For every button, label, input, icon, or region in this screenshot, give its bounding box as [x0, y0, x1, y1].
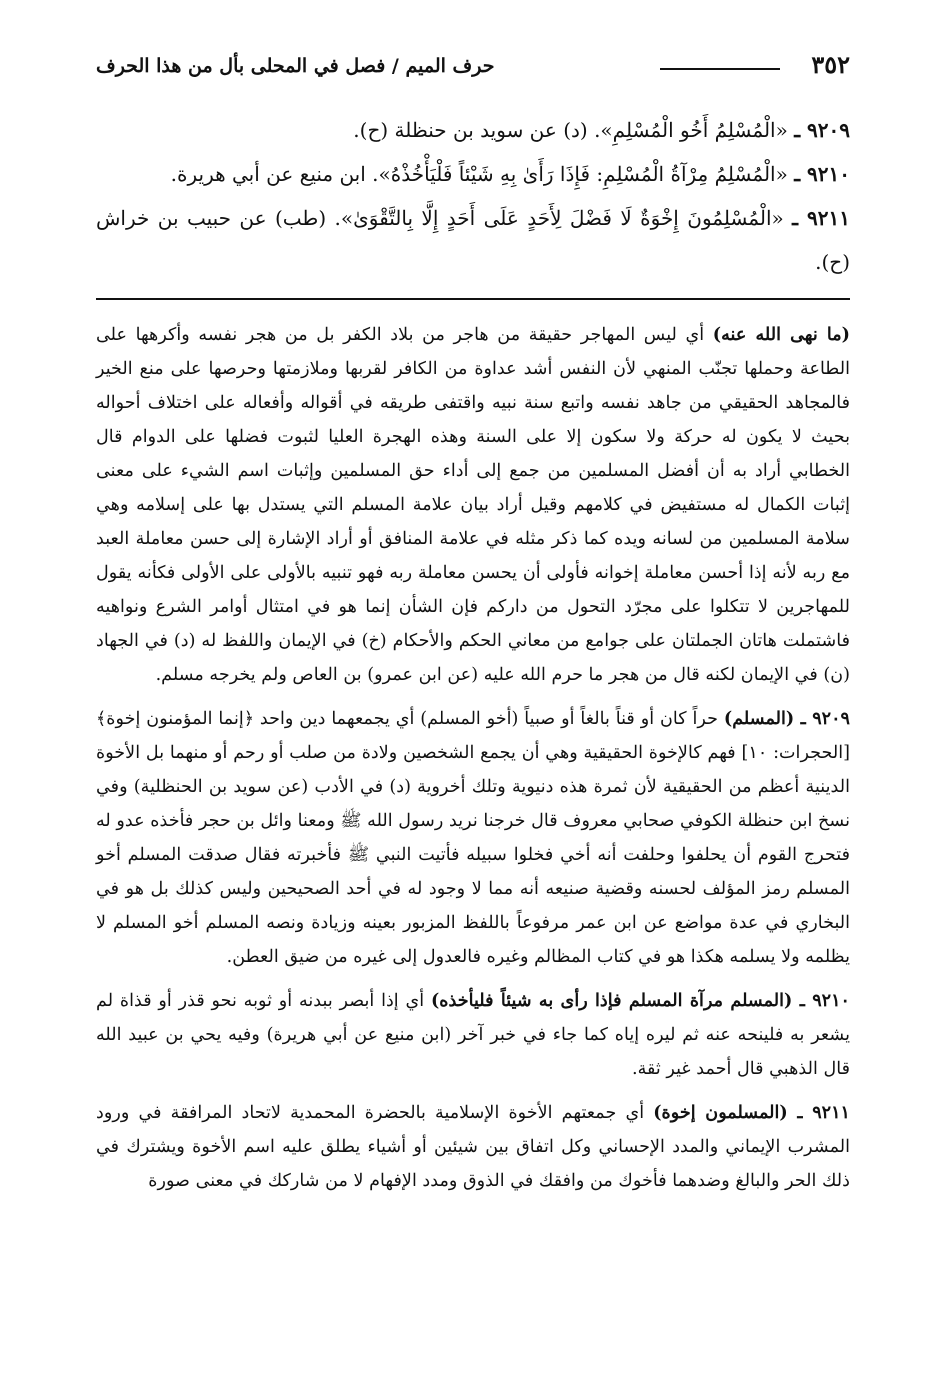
hadith-9210 — [96, 152, 850, 196]
hadith-number: ٩٢١٠ ـ — [794, 162, 850, 186]
section-divider — [96, 298, 850, 300]
commentary-text: حراً كان أو قناً بالغاً أو صبياً (أخو المسلم) أي يجمعهما دين واحد ﴿إنما المؤمنون إخوة﴾ [الحجرات: ١٠] فهم كالإخوة الحقيقية وهي أن يجمع الشخصين ولادة من صلب أو رحم أو منهما بل الأخوة الدينية أعظم من الحقيقية لأن ثمرة هذه دنيوية وتلك أخروية (د) في الأدب (عن سويد بن الحنظلية) وفي نسخ ابن حنظلة الكوفي صحابي معروف قال خرجنا نريد رسول الله ﷺ ومعنا وائل بن حجر فأخذه عدو له فتحرج القوم أن يحلفوا وحلفت أنه أخي فخلوا سبيله فأتيت النبي ﷺ فأخبرته فقال صدقت المسلم أخو المسلم رمز المؤلف لحسنه وقضية صنيعه أنه مما لا وجود له في أحد الصحيحين وليس كذلك بل هو في البخاري في عدة مواضع عن ابن عمر مرفوعاً باللفظ المزبور بعينه وزيادة ونصه المسلم أخو المسلم لا يظلمه ولا يسلمه هكذا هو في كتاب المظالم وغيره فالعدول إلى غيره من ضيق العطن. — [96, 709, 850, 967]
commentary-paragraph — [96, 702, 850, 974]
hadith-9211 — [96, 196, 850, 284]
commentary-section — [96, 318, 850, 1208]
page-header — [96, 46, 850, 82]
commentary-text: أي ليس المهاجر حقيقة من هاجر من بلاد الكفر بل من هجر نفسه وأكرهها على الطاعة وحملها تجنّب المنهي لأن النفس أشد عداوة من الكافر لقربها وملازمتها وحرصها على منع الخير فالمجاهد الحقيقي من جاهد نفسه واتبع سنة نبيه واقتفى طريقه في أقواله وأفعاله على اختلاف أحواله بحيث لا يكون له حركة ولا سكون إلا على السنة وهذه الهجرة العليا لثبوت فضلها على الدوام قال الخطابي أراد به أن أفضل المسلمين من جمع إلى أداء حق المسلمين وإثبات اسم الشيء على معنى إثبات الكمال له مستفيض في كلامهم وقيل أراد بيان علامة المسلم التي يستدل بها على إسلامه وهي سلامة المسلمين من لسانه ويده كما ذكر مثله في علامة المنافق أو أراد الإشارة إلى حسن معاملة العبد مع ربه لأنه إذا أحسن معاملة إخوانه فأولى أن يحسن معاملة ربه فهو تنبيه بالأولى على الأولى فكأنه يقول للمهاجرين لا تتكلوا على مجرّد التحول من داركم فإن الشأن إنما هو في امتثال أوامر الشرع ونواهيه فاشتملت هاتان الجملتان على جوامع من معاني الحكم والأحكام (خ) في الإيمان واللفظ له (د) في الجهاد (ن) في الإيمان لكنه قال من هجر ما حرم الله عليه (عن ابن عمرو) بن العاص ولم يخرجه مسلم. — [96, 325, 850, 685]
commentary-text: أي جمعتهم الأخوة الإسلامية بالحضرة المحمدية لاتحاد المرافقة في ورود المشرب الإيماني والمدد الإحساني وكل اتفاق بين شيئين أو أشياء يطلق عليه اسم الأخوة ويشترك في ذلك الحر والبالغ وضدهما فأخوك من وافقك في الذوق ومدد الإفهام لا من شاركك في معنى صورة — [96, 1103, 850, 1191]
running-title: حرف الميم / فصل في المحلى بأل من هذا الحرف — [96, 55, 495, 77]
hadith-text: «الْمُسْلِمُونَ إِخْوَةٌ لَا فَضْلَ لِأَحَدٍ عَلَى أَحَدٍ إِلَّا بِالتَّقْوَىٰ». (طب) عن حبيب بن خراش (ح). — [96, 206, 850, 274]
commentary-lead: ٩٢٠٩ ـ (المسلم) — [723, 708, 850, 729]
hadith-number: ٩٢١١ ـ — [792, 206, 851, 230]
hadith-text: «الْمُسْلِمُ أَخُو الْمُسْلِمِ». (د) عن سويد بن حنظلة (ح). — [353, 118, 788, 142]
commentary-paragraph — [96, 318, 850, 692]
hadith-number: ٩٢٠٩ ـ — [794, 118, 850, 142]
hadith-text: «الْمُسْلِمُ مِرْآةُ الْمُسْلِمِ: فَإِذَا رَأَىٰ بِهِ شَيْئاً فَلْيَأْخُذْهُ». ابن منيع عن أبي هريرة. — [170, 162, 788, 186]
commentary-text: أي إذا أبصر ببدنه أو ثوبه نحو قذر أو قذاة لم يشعر به فلينحه عنه ثم ليره إياه كما جاء في خبر آخر (ابن منيع عن أبي هريرة) وفيه يحي بن عبيد الله قال الذهبي قال أحمد غير ثقة. — [96, 991, 850, 1079]
commentary-lead: (ما نهى الله عنه) — [712, 324, 851, 345]
hadith-texts — [96, 108, 850, 284]
commentary-lead: ٩٢١١ ـ (المسلمون إخوة) — [653, 1102, 850, 1123]
hadith-9209 — [96, 108, 850, 152]
page-number: ٣٥٢ — [811, 50, 850, 79]
commentary-lead: ٩٢١٠ ـ (المسلم مرآة المسلم فإذا رأى به شيئاً فليأخذه) — [430, 990, 850, 1011]
commentary-paragraph — [96, 1096, 850, 1198]
header-rule — [660, 68, 780, 70]
commentary-paragraph — [96, 984, 850, 1086]
